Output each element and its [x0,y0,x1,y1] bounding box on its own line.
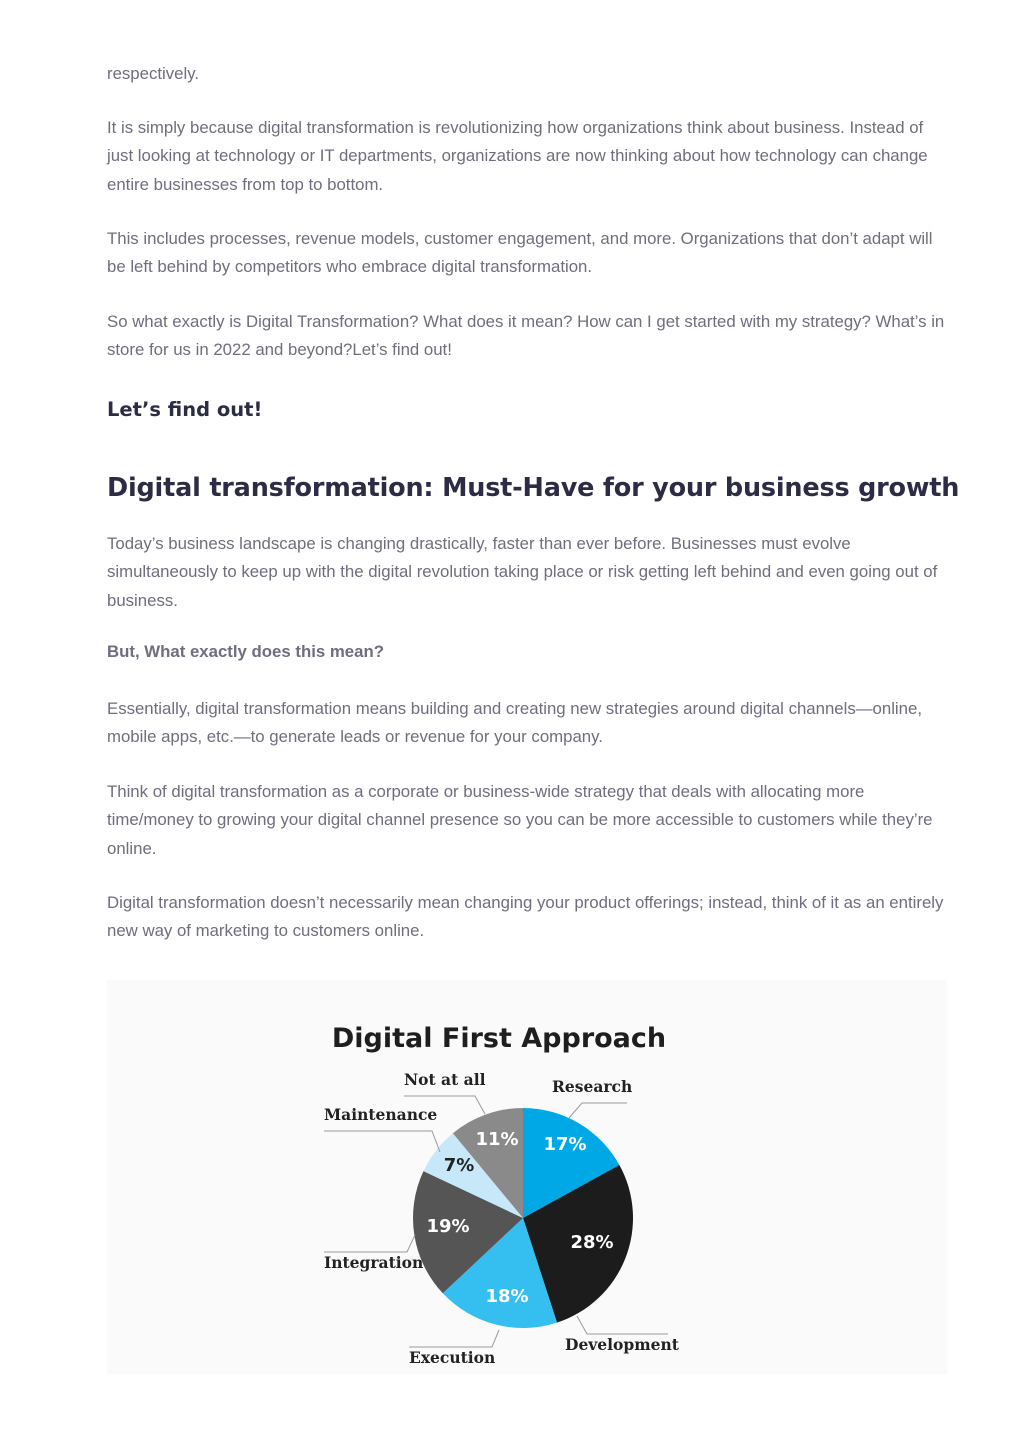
slice-percent-label: 7% [443,1155,475,1176]
slice-category-label: Research [552,1077,633,1096]
leader-line [569,1103,627,1118]
slice-percent-label: 19% [426,1216,470,1237]
paragraph-processes: This includes processes, revenue models, customer engagement, and more. Organizations that don’t adapt will be left behind by competitors who embrace digital transformation. [107,229,933,277]
leader-line [324,1235,415,1252]
question-subheading: But, What exactly does this mean? [107,642,384,661]
slice-percent-label: 11% [475,1129,519,1150]
leader-line [324,1131,440,1152]
slice-category-label: Execution [409,1348,496,1367]
heading-lets-find-out: Let’s find out! [107,398,263,421]
slice-category-label: Maintenance [324,1105,438,1124]
slice-category-label: Not at all [404,1070,486,1089]
slice-category-label: Development [565,1335,679,1354]
paragraph-landscape: Today’s business landscape is changing drastically, faster than ever before. Businesses must evolve simultaneously to keep up with the digital revolution taking place or risk getting left behind and even going out of business. [107,534,938,610]
leader-line [577,1316,668,1334]
pie-chart-figure [107,980,947,1374]
section-heading: Digital transformation: Must-Have for your business growth [107,473,960,503]
slice-percent-label: 28% [570,1232,614,1253]
paragraph-product-offerings: Digital transformation doesn’t necessarily mean changing your product offerings; instead, think of it as an entirely new way of marketing to customers online. [107,893,944,941]
paragraph-respectively: respectively. [107,64,200,83]
paragraph-why-digital: It is simply because digital transformation is revolutionizing how organizations think about business. Instead of just looking at technology or IT departments, organizations are now thinking about how technology can change entire businesses from top to bottom. [107,118,928,194]
leader-line [409,1330,499,1347]
slice-percent-label: 17% [543,1134,587,1155]
paragraph-questions: So what exactly is Digital Transformation? What does it mean? How can I get started with my strategy? What’s in store for us in 2022 and beyond?Let’s find out! [107,312,945,360]
paragraph-corporate-strategy: Think of digital transformation as a corporate or business-wide strategy that deals with allocating more time/money to growing your digital channel presence so you can be more accessible to customers while they’re online. [107,782,933,858]
slice-percent-label: 18% [485,1286,529,1307]
chart-title: Digital First Approach [331,1023,667,1054]
slice-category-label: Integration [324,1253,424,1272]
paragraph-essentially: Essentially, digital transformation means building and creating new strategies around digital channels—online, mobile apps, etc.—to generate leads or revenue for your company. [107,699,922,747]
pie-chart [107,980,947,1374]
